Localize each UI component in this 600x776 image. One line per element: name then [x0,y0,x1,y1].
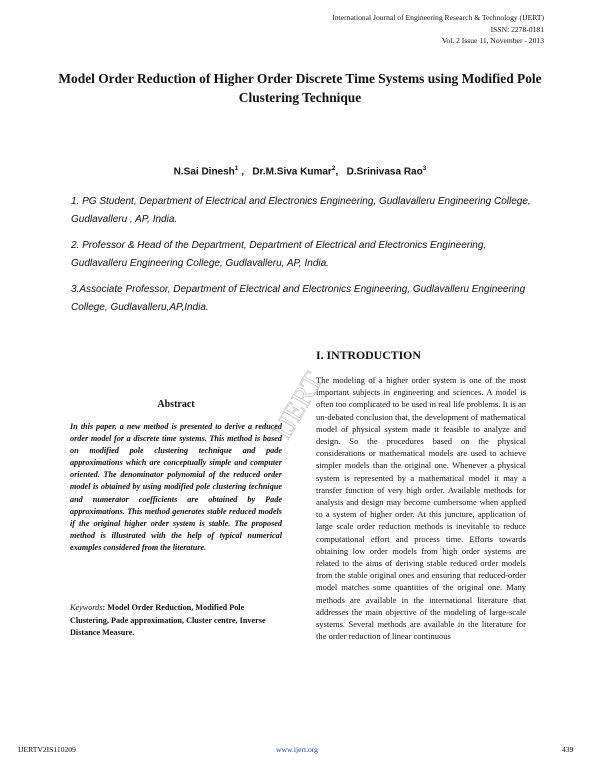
abstract-text: In this paper, a new method is presented to derive a reduced order model for a discrete time systems. This method is based on modified pole clustering technique and pade approximations which are conceptually simple and computer oriented. The denominator polynomial of the reduced order model is obtained by using modified pole clustering technique and numerator coefficients are obtained by Pade approximations. This method generates stable reduced models if the original higher order system is stable. The proposed method is illustrated with the help of typical numerical examples considered from the literature. [70,422,282,552]
watermark-text: IJERT [267,367,330,445]
author-list [0,165,600,177]
author-sup: 1 [234,165,239,172]
author-name: D.Srinivasa Rao [346,166,423,178]
author-name: Dr.M.Siva Kumar [252,166,332,178]
keywords [70,602,282,640]
footer-paper-id: IJERTV2IS110209 [18,745,76,754]
affiliation-2: 2. Professor & Head of the Department, Department of Electrical and Electronics Engineering, Gudlavalleru Engineering College, Gudlavalleru, AP, India. [71,240,487,269]
affiliation-1: 1. PG Student, Department of Electrical and Electronics Engineering, Gudlavalleru Engineering College, Gudlavalleru , AP, India. [71,196,531,225]
keywords-label: Keywords [70,603,103,612]
author-sup: 2 [331,165,336,172]
keywords-list: : Model Order Reduction, Modified Pole Clustering, Pade approximation, Cluster centre, Inverse Distance Measure. [70,603,266,637]
abstract-heading: Abstract [157,399,195,410]
introduction-text: The modeling of a higher order system is one of the most important subjects in engineering and sciences. A model is often too complicated to be used in real life problems. It is an un-debated conclusion that, the development of mathematical model of physical system made it feasible to analyze and design. So the procedures based on the physical considerations or mathematical models are used to achieve simpler models than the original one. Whenever a physical system is represented by a mathematical model it may a transfer function of very high order. Available methods for analysis and design may become cumbersome when applied to a system of higher order. At this juncture, application of large scale order reduction methods is inevitable to reduce computational effort and process time. Efforts towards obtaining low order models from high order systems are related to the aims of deriving stable reduced order models from the stable original ones and ensuring that reduced-order model matches some quantities of the original one. Many methods are available in the international literature that addresses the main objective of the modeling of large-scale systems. Several methods are available in the literature for the order reduction of linear continuous [316,375,526,642]
journal-name: International Journal of Engineering Research & Technology (IJERT) [332,13,544,22]
journal-issn: ISSN: 2278-0181 [490,24,544,34]
author-name: N.Sai Dinesh [173,166,235,178]
journal-volume: Vol. 2 Issue 11, November - 2013 [441,36,544,45]
author-separator: , [335,166,347,178]
introduction-heading: I. INTRODUCTION [316,348,421,362]
journal-header [332,12,544,47]
affiliation-3: 3.Associate Professor, Department of Electrical and Electronics Engineering, Gudlavalleru Engineering College, Gudlavalleru,AP,India. [71,284,526,313]
author-separator: , [238,166,253,178]
paper-title: Model Order Reduction of Higher Order Discrete Time Systems using Modified Pole Clustering Technique [58,71,542,105]
footer-website-link[interactable]: www.ijert.org [276,745,318,754]
author-sup: 3 [422,165,427,172]
footer-page-number: 439 [562,745,574,754]
